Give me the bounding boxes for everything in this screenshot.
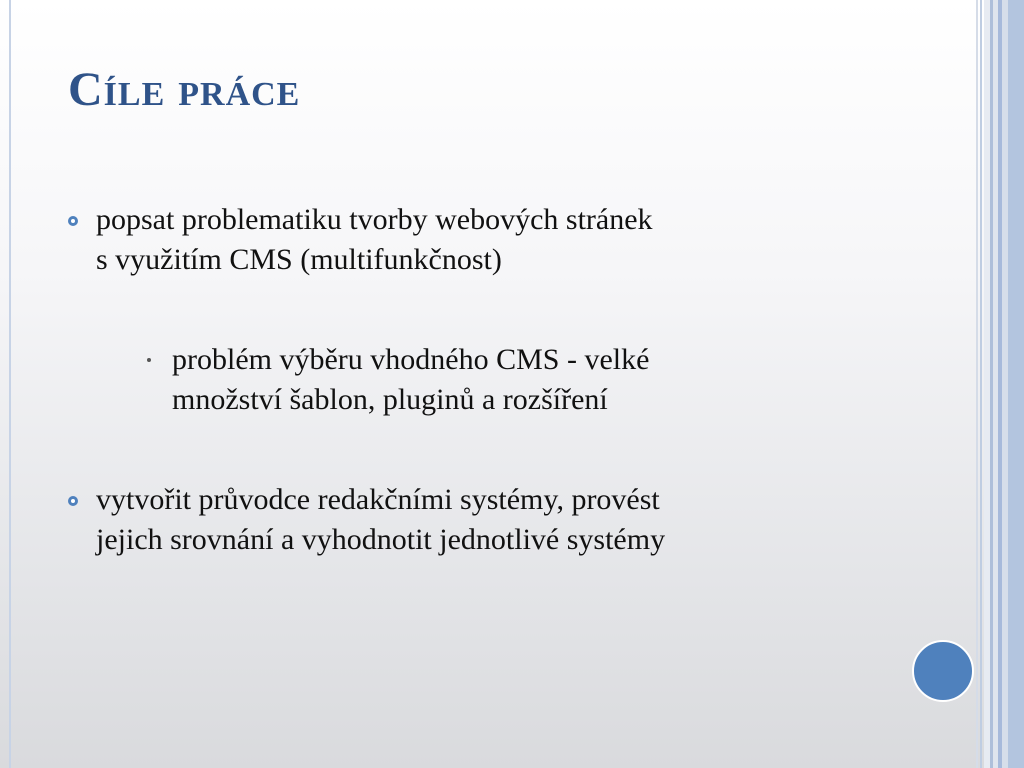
left-border-line bbox=[9, 0, 11, 768]
stripe bbox=[976, 0, 978, 768]
ring-bullet-icon bbox=[68, 496, 78, 506]
dot-bullet-icon bbox=[147, 358, 151, 362]
blue-circle-decoration bbox=[912, 640, 974, 702]
bullet-line: jejich srovnání a vyhodnotit jednotlivé systémy bbox=[96, 523, 666, 556]
bullet-line: množství šablon, pluginů a rozšíření bbox=[172, 383, 608, 416]
bullet-text bbox=[96, 200, 653, 280]
stripe bbox=[1008, 0, 1024, 768]
slide-title: Cíle práce bbox=[68, 63, 301, 116]
stripe bbox=[980, 0, 982, 768]
bullet-line: vytvořit průvodce redakčními systémy, provést bbox=[96, 483, 660, 516]
ring-bullet-icon bbox=[68, 216, 78, 226]
bullet-line: popsat problematiku tvorby webových stránek bbox=[96, 203, 653, 236]
bullet-line: problém výběru vhodného CMS - velké bbox=[172, 343, 650, 376]
bullet-line: s využitím CMS (multifunkčnost) bbox=[96, 243, 502, 276]
right-decorative-stripes bbox=[976, 0, 1024, 768]
bullet-text bbox=[96, 480, 665, 560]
bullet-text bbox=[172, 340, 649, 420]
